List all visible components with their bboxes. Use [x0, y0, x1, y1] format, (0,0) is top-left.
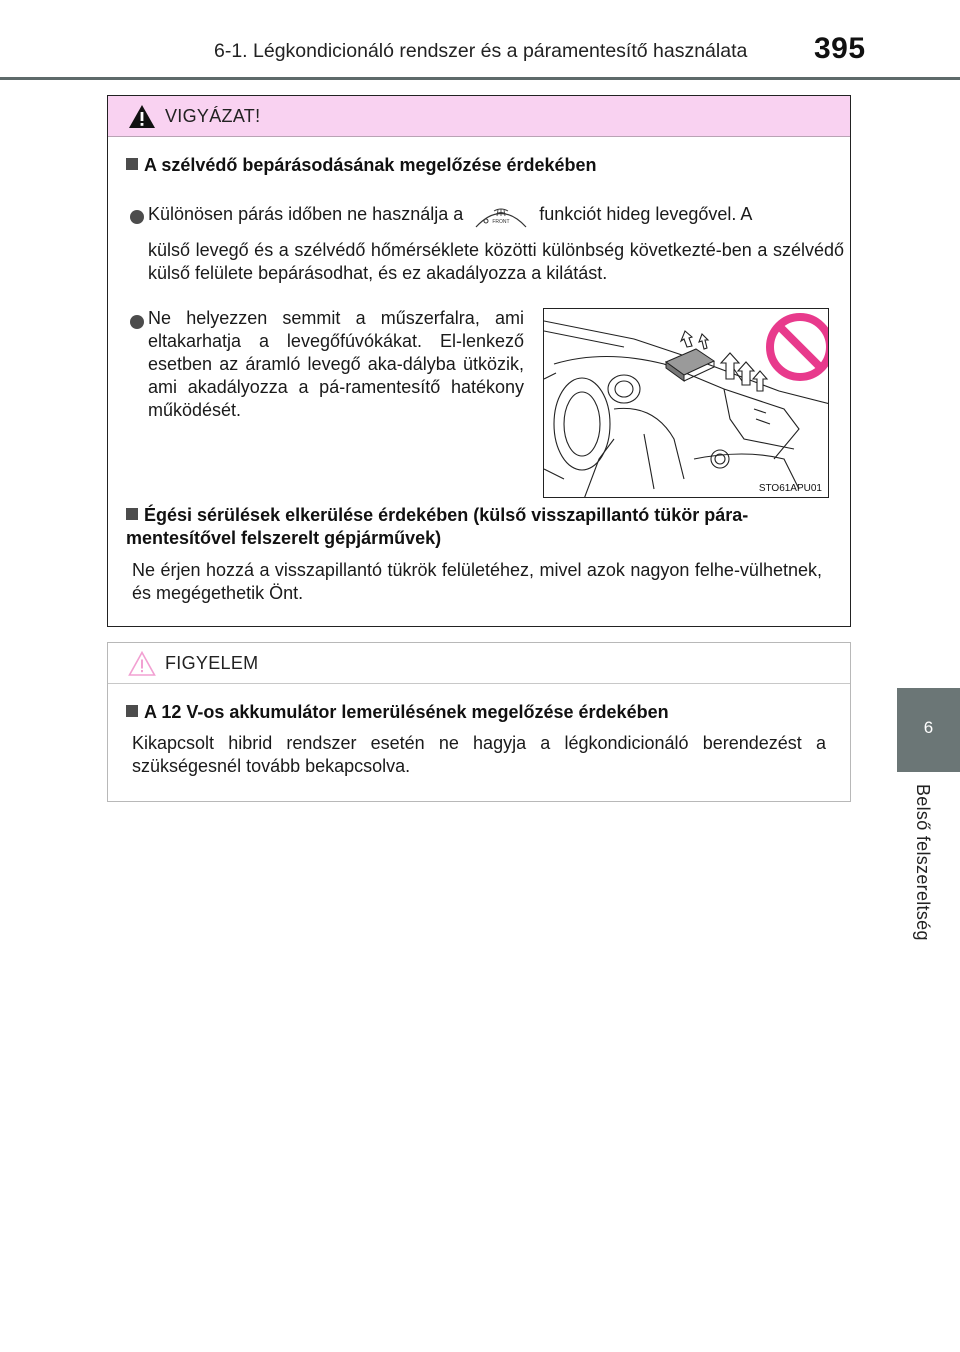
chapter-number: 6 [923, 718, 934, 737]
dashboard-drawing [544, 309, 829, 498]
bullet-text-end: funkciót hideg levegővel. A [539, 204, 753, 224]
chapter-tab[interactable] [897, 688, 960, 772]
warning-label: VIGYÁZAT! [165, 106, 261, 126]
chapter-label: Belső felszereltség [913, 784, 933, 941]
square-bullet-icon [126, 705, 138, 717]
front-defroster-button-icon [472, 202, 530, 228]
section-burns-text: Ne érjen hozzá a visszapillantó tükrök felületéhez, mivel azok nagyon felhe-vülhetnek, és megégethetik Önt. [132, 560, 822, 603]
section-heading-text: Égési sérülések elkerülése érdekében (külső visszapillantó tükör pára-mentesítővel felszerelt gépjárművek) [126, 505, 749, 548]
bullet-defrost-continuation: külső levegő és a szélvédő hőmérséklete közötti különbség következté-ben a szélvédő külső felülete bepárásodhat, és ez akadályozza a kilátást. [148, 240, 844, 283]
object-on-dashboard [666, 349, 714, 381]
page-number: 395 [814, 32, 866, 65]
warning-header [108, 96, 850, 137]
bullet-dot-icon [130, 315, 144, 329]
prohibition-icon [770, 317, 829, 377]
notice-header [108, 643, 850, 684]
dashboard-illustration [543, 308, 829, 498]
square-bullet-icon [126, 508, 138, 520]
notice-box [107, 642, 851, 802]
bullet-text: Különösen párás időben ne használja a [148, 204, 464, 224]
warning-triangle-icon [128, 104, 156, 129]
warning-box [107, 95, 851, 627]
section-battery-text: Kikapcsolt hibrid rendszer esetén ne hagyja a légkondicionáló berendezést a szükségesnél tovább bekapcsolva. [132, 733, 826, 776]
bullet-dashboard-text: Ne helyezzen semmit a műszerfalra, ami eltakarhatja a levegőfúvókákat. El-lenkező esetben az áramló levegő aka-dályba ütközik, ami akadályozza a pá-ramentesítő hatékony működését. [148, 308, 524, 420]
notice-label: FIGYELEM [165, 653, 259, 673]
section-title: 6-1. Légkondicionáló rendszer és a páramentesítő használata [214, 40, 748, 62]
svg-text:FRONT: FRONT [492, 219, 510, 226]
section-heading-text: A szélvédő bepárásodásának megelőzése érdekében [144, 155, 597, 175]
square-bullet-icon [126, 158, 138, 170]
section-heading-windshield [126, 154, 597, 177]
header-divider [0, 77, 960, 80]
bullet-dot-icon [130, 210, 144, 224]
section-heading-text: A 12 V-os akkumulátor lemerülésének megelőzése érdekében [144, 702, 669, 722]
section-heading-burns [126, 504, 838, 550]
bullet-defrost-line [148, 199, 844, 229]
caution-triangle-icon [128, 651, 156, 676]
figure-code: STO61APU01 [758, 483, 822, 494]
section-heading-battery [126, 701, 669, 724]
